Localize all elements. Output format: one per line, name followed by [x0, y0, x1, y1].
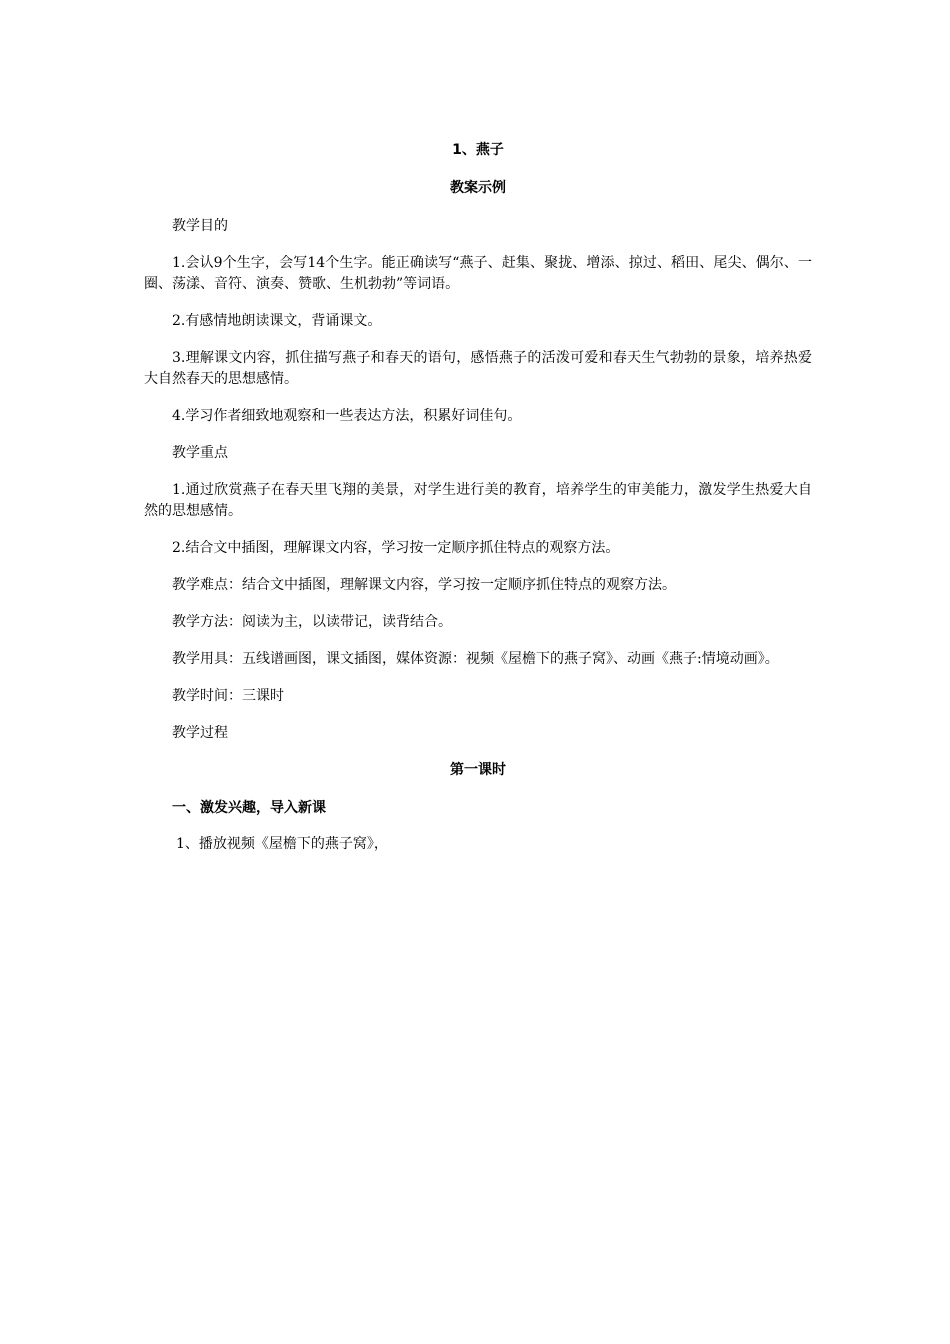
teaching-method: 教学方法：阅读为主，以读带记，读背结合。: [172, 614, 452, 630]
objective-2: 2.有感情地朗读课文，背诵课文。: [172, 313, 382, 329]
teaching-time: 教学时间：三课时: [172, 688, 284, 704]
section-1-heading: 一、激发兴趣，导入新课: [172, 800, 326, 816]
document-title: 1、燕子: [452, 142, 504, 158]
document-subtitle: 教案示例: [450, 180, 506, 196]
key-point-1: 1.通过欣赏燕子在春天里飞翔的美景，对学生进行美的教育，培养学生的审美能力，激发学生热爱大自然的思想感情。: [144, 482, 812, 519]
objectives-heading: 教学目的: [172, 218, 228, 234]
objective-3: 3.理解课文内容，抓住描写燕子和春天的语句，感悟燕子的活泼可爱和春天生气勃勃的景象，培养热爱大自然春天的思想感情。: [144, 350, 812, 387]
objective-4: 4.学习作者细致地观察和一些表达方法，积累好词佳句。: [172, 408, 522, 424]
key-points-heading: 教学重点: [172, 445, 228, 461]
objective-1: 1.会认9个生字，会写14个生字。能正确读写“燕子、赶集、聚拢、增添、掠过、稻田、尾尖、偶尔、一圈、荡漾、音符、演奏、赞歌、生机勃勃”等词语。: [144, 255, 812, 292]
key-point-2: 2.结合文中插图，理解课文内容，学习按一定顺序抓住特点的观察方法。: [172, 540, 620, 556]
teaching-tools: 教学用具：五线谱画图，课文插图，媒体资源：视频《屋檐下的燕子窝》、动画《燕子:情境动画》。: [172, 651, 779, 667]
teaching-difficulty: 教学难点：结合文中插图，理解课文内容，学习按一定顺序抓住特点的观察方法。: [172, 577, 676, 593]
process-heading: 教学过程: [172, 725, 228, 741]
document-page: [144, 130, 812, 871]
step-1: 1、播放视频《屋檐下的燕子窝》，: [176, 836, 388, 852]
lesson-title: 第一课时: [450, 762, 506, 778]
